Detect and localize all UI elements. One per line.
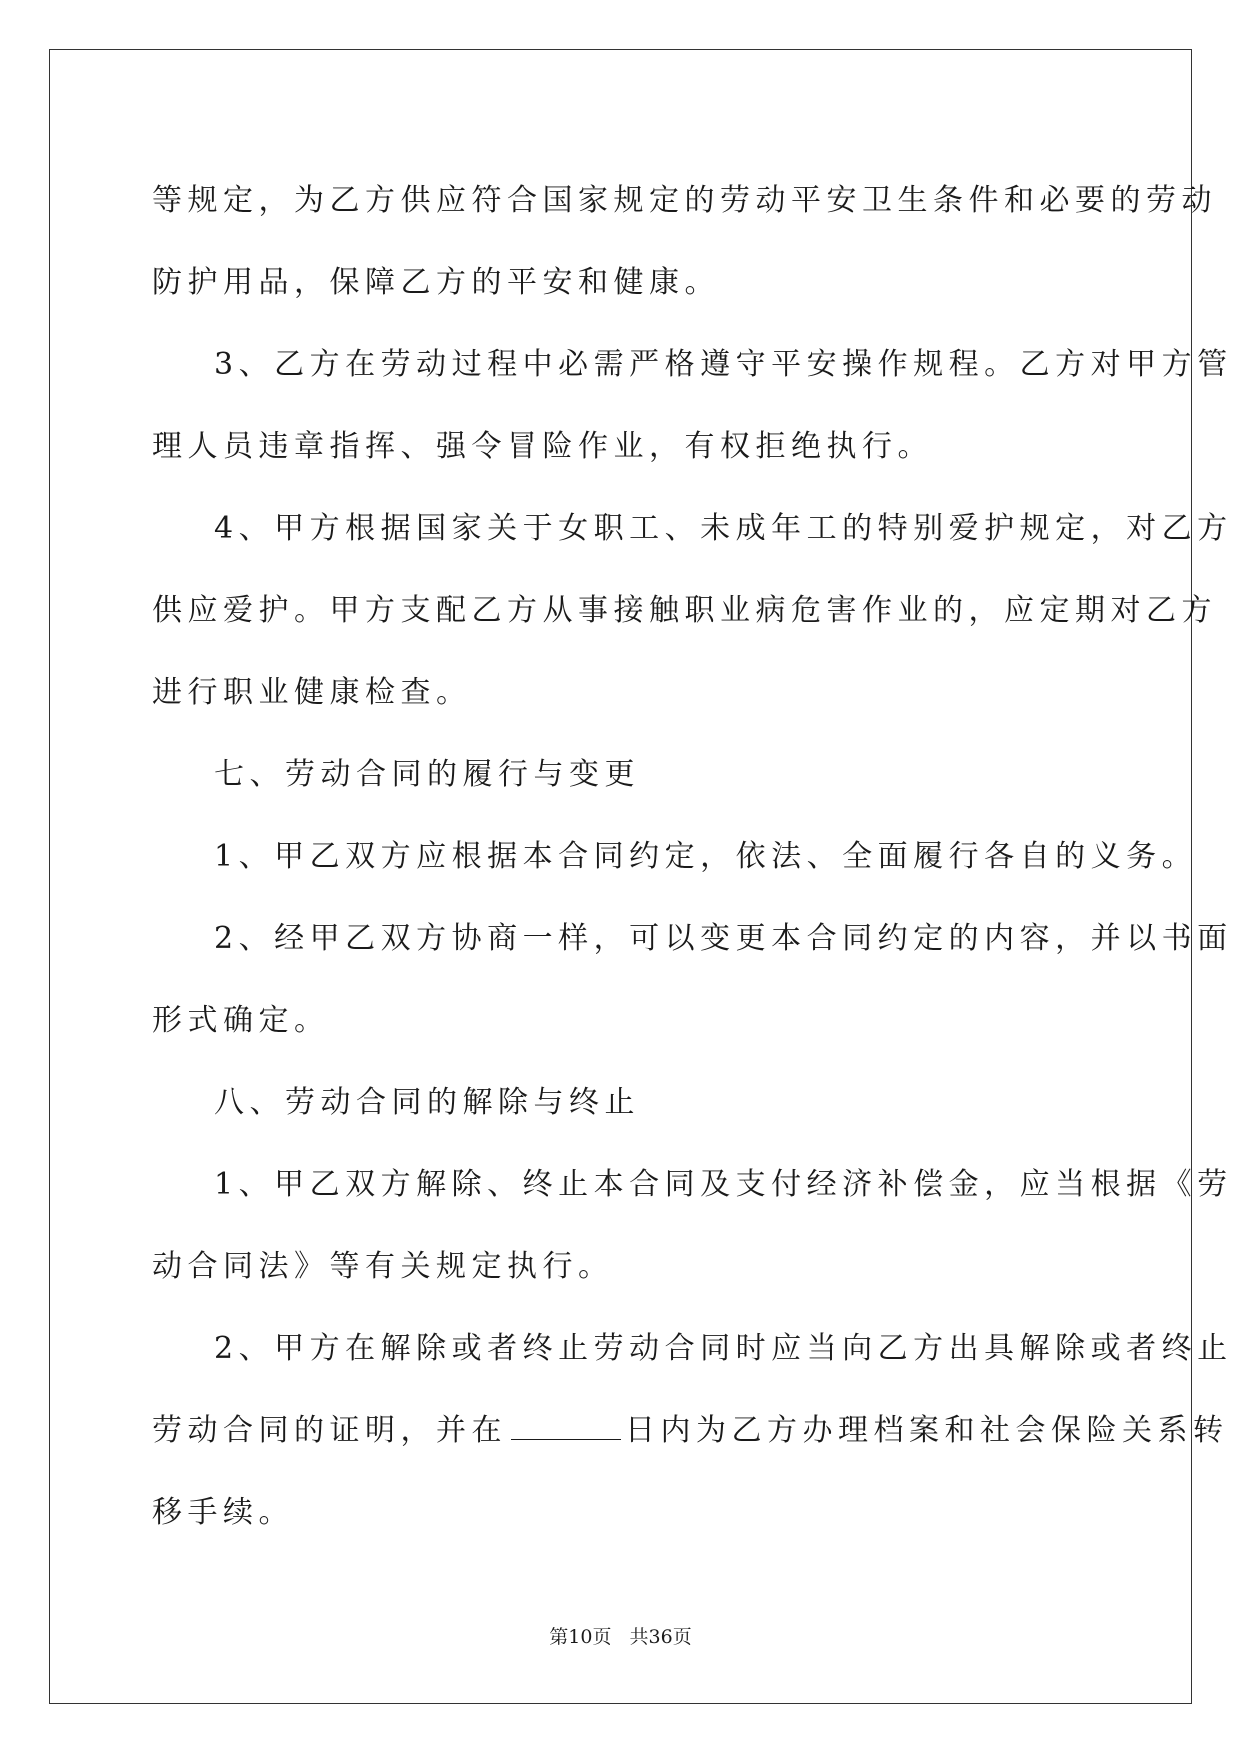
page-total: 共36页 (629, 1626, 692, 1648)
paragraph-line: 3、乙方在劳动过程中必需严格遵守平安操作规程。乙方对甲方管 (214, 347, 1233, 382)
section-heading: 七、劳动合同的履行与变更 (214, 757, 640, 792)
paragraph-line: 防护用品，保障乙方的平安和健康。 (152, 265, 720, 300)
section-heading: 八、劳动合同的解除与终止 (214, 1085, 640, 1120)
line-segment: 劳动合同的证明，并在 (152, 1413, 507, 1448)
document-body (152, 160, 1233, 1554)
paragraph-line: 动合同法》等有关规定执行。 (152, 1249, 614, 1284)
paragraph-line: 1、甲乙双方应根据本合同约定，依法、全面履行各自的义务。 (214, 839, 1198, 874)
paragraph-line: 理人员违章指挥、强令冒险作业，有权拒绝执行。 (152, 429, 933, 464)
page-footer (0, 1622, 1241, 1649)
paragraph-line (152, 1390, 1229, 1472)
paragraph-line: 供应爱护。甲方支配乙方从事接触职业病危害作业的，应定期对乙方 (152, 593, 1217, 628)
paragraph-line: 进行职业健康检查。 (152, 675, 472, 710)
paragraph-line: 2、甲方在解除或者终止劳动合同时应当向乙方出具解除或者终止 (214, 1331, 1233, 1366)
blank-field (511, 1413, 621, 1440)
paragraph-line: 4、甲方根据国家关于女职工、未成年工的特别爱护规定，对乙方 (214, 511, 1233, 546)
paragraph-line: 移手续。 (152, 1495, 294, 1530)
line-segment: 日内为乙方办理档案和社会保险关系转 (625, 1413, 1229, 1448)
paragraph-line: 形式确定。 (152, 1003, 330, 1038)
paragraph-line: 1、甲乙双方解除、终止本合同及支付经济补偿金，应当根据《劳 (214, 1167, 1233, 1202)
page-number: 第10页 (549, 1626, 612, 1648)
paragraph-line: 等规定，为乙方供应符合国家规定的劳动平安卫生条件和必要的劳动 (152, 183, 1217, 218)
paragraph-line: 2、经甲乙双方协商一样，可以变更本合同约定的内容，并以书面 (214, 921, 1233, 956)
